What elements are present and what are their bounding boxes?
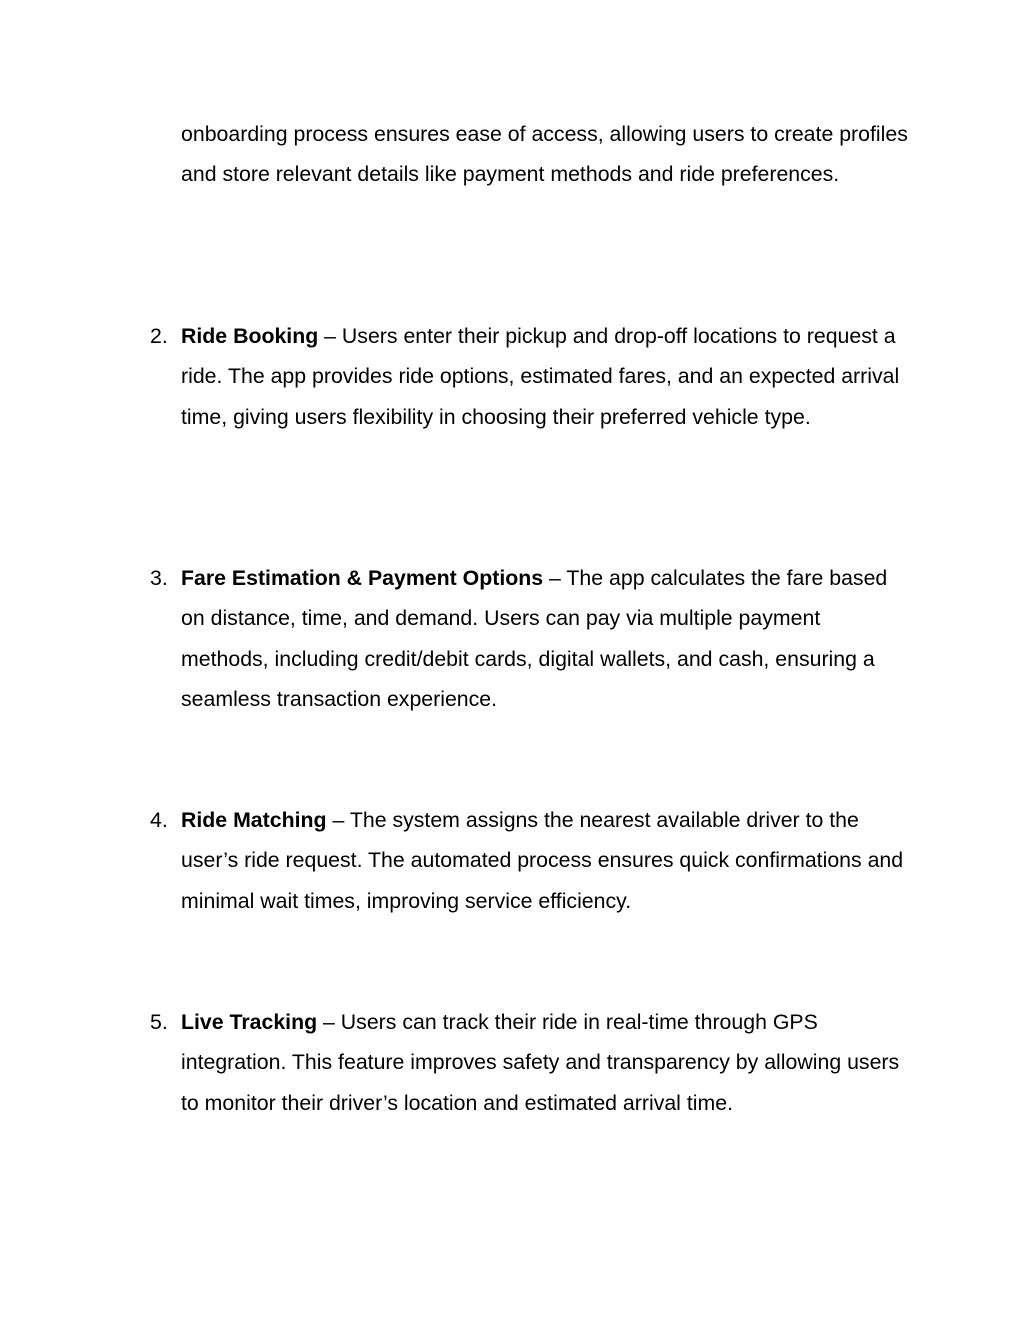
- list-item-term: Live Tracking: [181, 1010, 318, 1034]
- intro-paragraph: onboarding process ensures ease of access, allowing users to create profiles and store relevant details like payment methods and ride preferences.: [181, 122, 908, 187]
- list-item-number: 5.: [150, 1010, 168, 1034]
- list-item-number: 3.: [150, 566, 168, 590]
- list-item-term: Ride Matching: [181, 808, 327, 832]
- list-item-description: – The system assigns the nearest available driver to the user’s ride request. The automated process ensures quick confirmations and minimal wait times, improving service efficiency.: [181, 808, 904, 913]
- list-item-ride-booking: [150, 316, 920, 437]
- list-item-content: [181, 558, 911, 719]
- list-item-term: Fare Estimation & Payment Options: [181, 566, 544, 590]
- list-item-term: Ride Booking: [181, 324, 319, 348]
- list-item-live-tracking: [150, 1002, 920, 1123]
- list-item-fare-estimation: [150, 558, 920, 719]
- list-item-ride-matching: [150, 800, 920, 921]
- list-item-number: 2.: [150, 324, 168, 348]
- list-item-number: 4.: [150, 808, 168, 832]
- list-item-description: – Users enter their pickup and drop-off locations to request a ride. The app provides ride options, estimated fares, and an expected arrival time, giving users flexibility in choosing their preferred vehicle type.: [181, 324, 900, 429]
- list-item-content: [181, 800, 911, 921]
- list-item-description: – Users can track their ride in real-time through GPS integration. This feature improves safety and transparency by allowing users to monitor their driver’s location and estimated arrival time.: [181, 1010, 900, 1115]
- list-item-content: [181, 316, 911, 437]
- list-item-description: – The app calculates the fare based on distance, time, and demand. Users can pay via multiple payment methods, including credit/debit cards, digital wallets, and cash, ensuring a seamless transaction experience.: [181, 566, 888, 711]
- list-item-content: [181, 1002, 911, 1123]
